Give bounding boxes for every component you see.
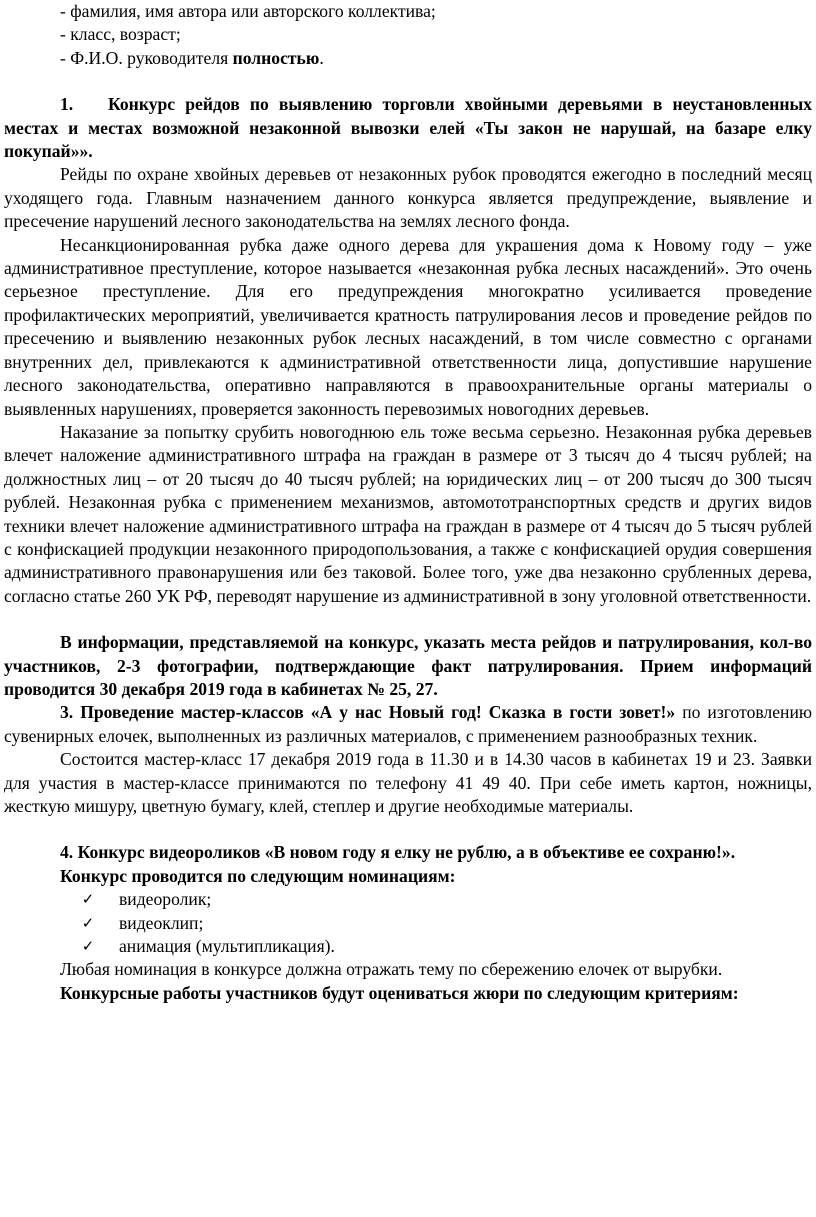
- intro-item-class: - класс, возраст;: [60, 24, 181, 45]
- intro-item-supervisor: [4, 47, 812, 70]
- section1-paragraph-2: Несанкционированная рубка даже одного дерева для украшения дома к Новому году – уже административное преступление, которое называется «незаконная рубка лесных насаждений». Это очень серьезное преступление. Для его предупреждения многократно усиливается проведение профилактических мероприятий, увеличивается кратность патрулирования лесов и проведение рейдов по пресечению и выявлению незаконных рубок лесных насаждений, в том числе совместно с органами внутренних дел, привлекаются к административной ответственности лица, допустившие нарушение лесного законодательства, оперативно направляются в правоохранительные органы материалы о выявленных нарушениях, проверяется законность перевозимых новогодних деревьев.: [4, 234, 812, 419]
- criteria-heading-text: Конкурсные работы участников будут оцениваться жюри по следующим критериям:: [60, 982, 739, 1003]
- section3-paragraph: Состоится мастер-класс 17 декабря 2019 года в 11.30 и в 14.30 часов в кабинетах 19 и 23. Заявки для участия в мастер-классе принимаются по телефону 41 49 40. При себе иметь картон, ножницы, жесткую мишуру, цветную бумагу, клей, степлер и другие необходимые материалы.: [4, 749, 812, 816]
- intro-item-name: - фамилия, имя автора или авторского коллектива;: [60, 1, 436, 21]
- criteria-heading: [4, 982, 812, 1005]
- list-item: [4, 912, 812, 935]
- spacer: [4, 818, 812, 841]
- theme-note: Любая номинация в конкурсе должна отражать тему по сбережению елочек от вырубки.: [60, 959, 723, 980]
- nominations-heading-text: Конкурс проводится по следующим номинациям:: [60, 865, 456, 886]
- section4-title: [4, 841, 812, 864]
- section3-title-rest: по изготовлению сувенирных елочек, выполненных из различных материалов, с применением разнообразных техник.: [4, 702, 812, 746]
- nomination-label: видеоклип;: [119, 912, 204, 933]
- section1-title-text: Конкурс рейдов по выявлению торговли хвойными деревьями в неустановленных местах и местах возможной незаконной вывозки елей «Ты закон не нарушай, на базаре елку покупай»: [4, 94, 812, 162]
- section3-title: [4, 701, 812, 748]
- supervisor-bold: полностью: [232, 47, 320, 68]
- section1-paragraph-1: Рейды по охране хвойных деревьев от незаконных рубок проводятся ежегодно в последний месяц уходящего года. Главным назначением данного конкурса является предупреждение, выявление и пресечение нарушений лесного законодательства на землях лесного фонда.: [4, 164, 812, 232]
- list-item: [4, 935, 812, 958]
- section1-title-end: ».: [79, 141, 93, 162]
- checkmark-icon: ✓: [81, 913, 95, 932]
- checkmark-icon: ✓: [81, 937, 95, 955]
- info-note-text: В информации, представляемой на конкурс, указать места рейдов и патрулирования, кол-во участников, 2-3 фотографии, подтверждающие факт патрулирования. Прием информаций проводится 30 декабря 2019 года в кабинетах № 25, 27.: [4, 632, 812, 699]
- nominations-heading: [4, 865, 812, 888]
- list-item: [4, 888, 812, 911]
- section1-title: [4, 93, 812, 163]
- spacer: [4, 608, 812, 631]
- section1-paragraph-3: Наказание за попытку срубить новогоднюю ель тоже весьма серьезно. Незаконная рубка деревьев влечет наложение административного штрафа на граждан в размере от 3 тысяч до 4 тысяч рублей; на должностных лиц – от 20 тысяч до 40 тысяч рублей; на юридических лиц – от 200 тысяч до 300 тысяч рублей. Незаконная рубка с применением механизмов, автомототранспортных средств и других видов техники влечет наложение административного штрафа на граждан в размере от 4 тысяч до 5 тысяч рублей с конфискацией продукции незаконного природопользования, а также с конфискацией орудия совершения административного правонарушения или без таковой. Более того, уже два незаконно срубленных дерева, согласно статье 260 УК РФ, переводят нарушение из административной в зону уголовной ответственности.: [4, 421, 812, 606]
- section1-number: 1.: [60, 94, 74, 115]
- nomination-label: видеоролик;: [119, 889, 212, 910]
- section4-title-text: 4. Конкурс видеороликов «В новом году я елку не рублю, а в объективе ее сохраню!».: [60, 842, 736, 863]
- spacer: [4, 70, 812, 93]
- supervisor-prefix: - Ф.И.О. руководителя: [60, 47, 233, 68]
- section3-title-bold: 3. Проведение мастер-классов «А у нас Новый год! Сказка в гости зовет!»: [60, 702, 676, 723]
- checkmark-icon: ✓: [81, 890, 95, 909]
- section1-info-note: [4, 631, 812, 701]
- nomination-label: анимация (мультипликация).: [119, 936, 335, 956]
- nominations-list: [4, 888, 812, 958]
- supervisor-suffix: .: [319, 47, 324, 68]
